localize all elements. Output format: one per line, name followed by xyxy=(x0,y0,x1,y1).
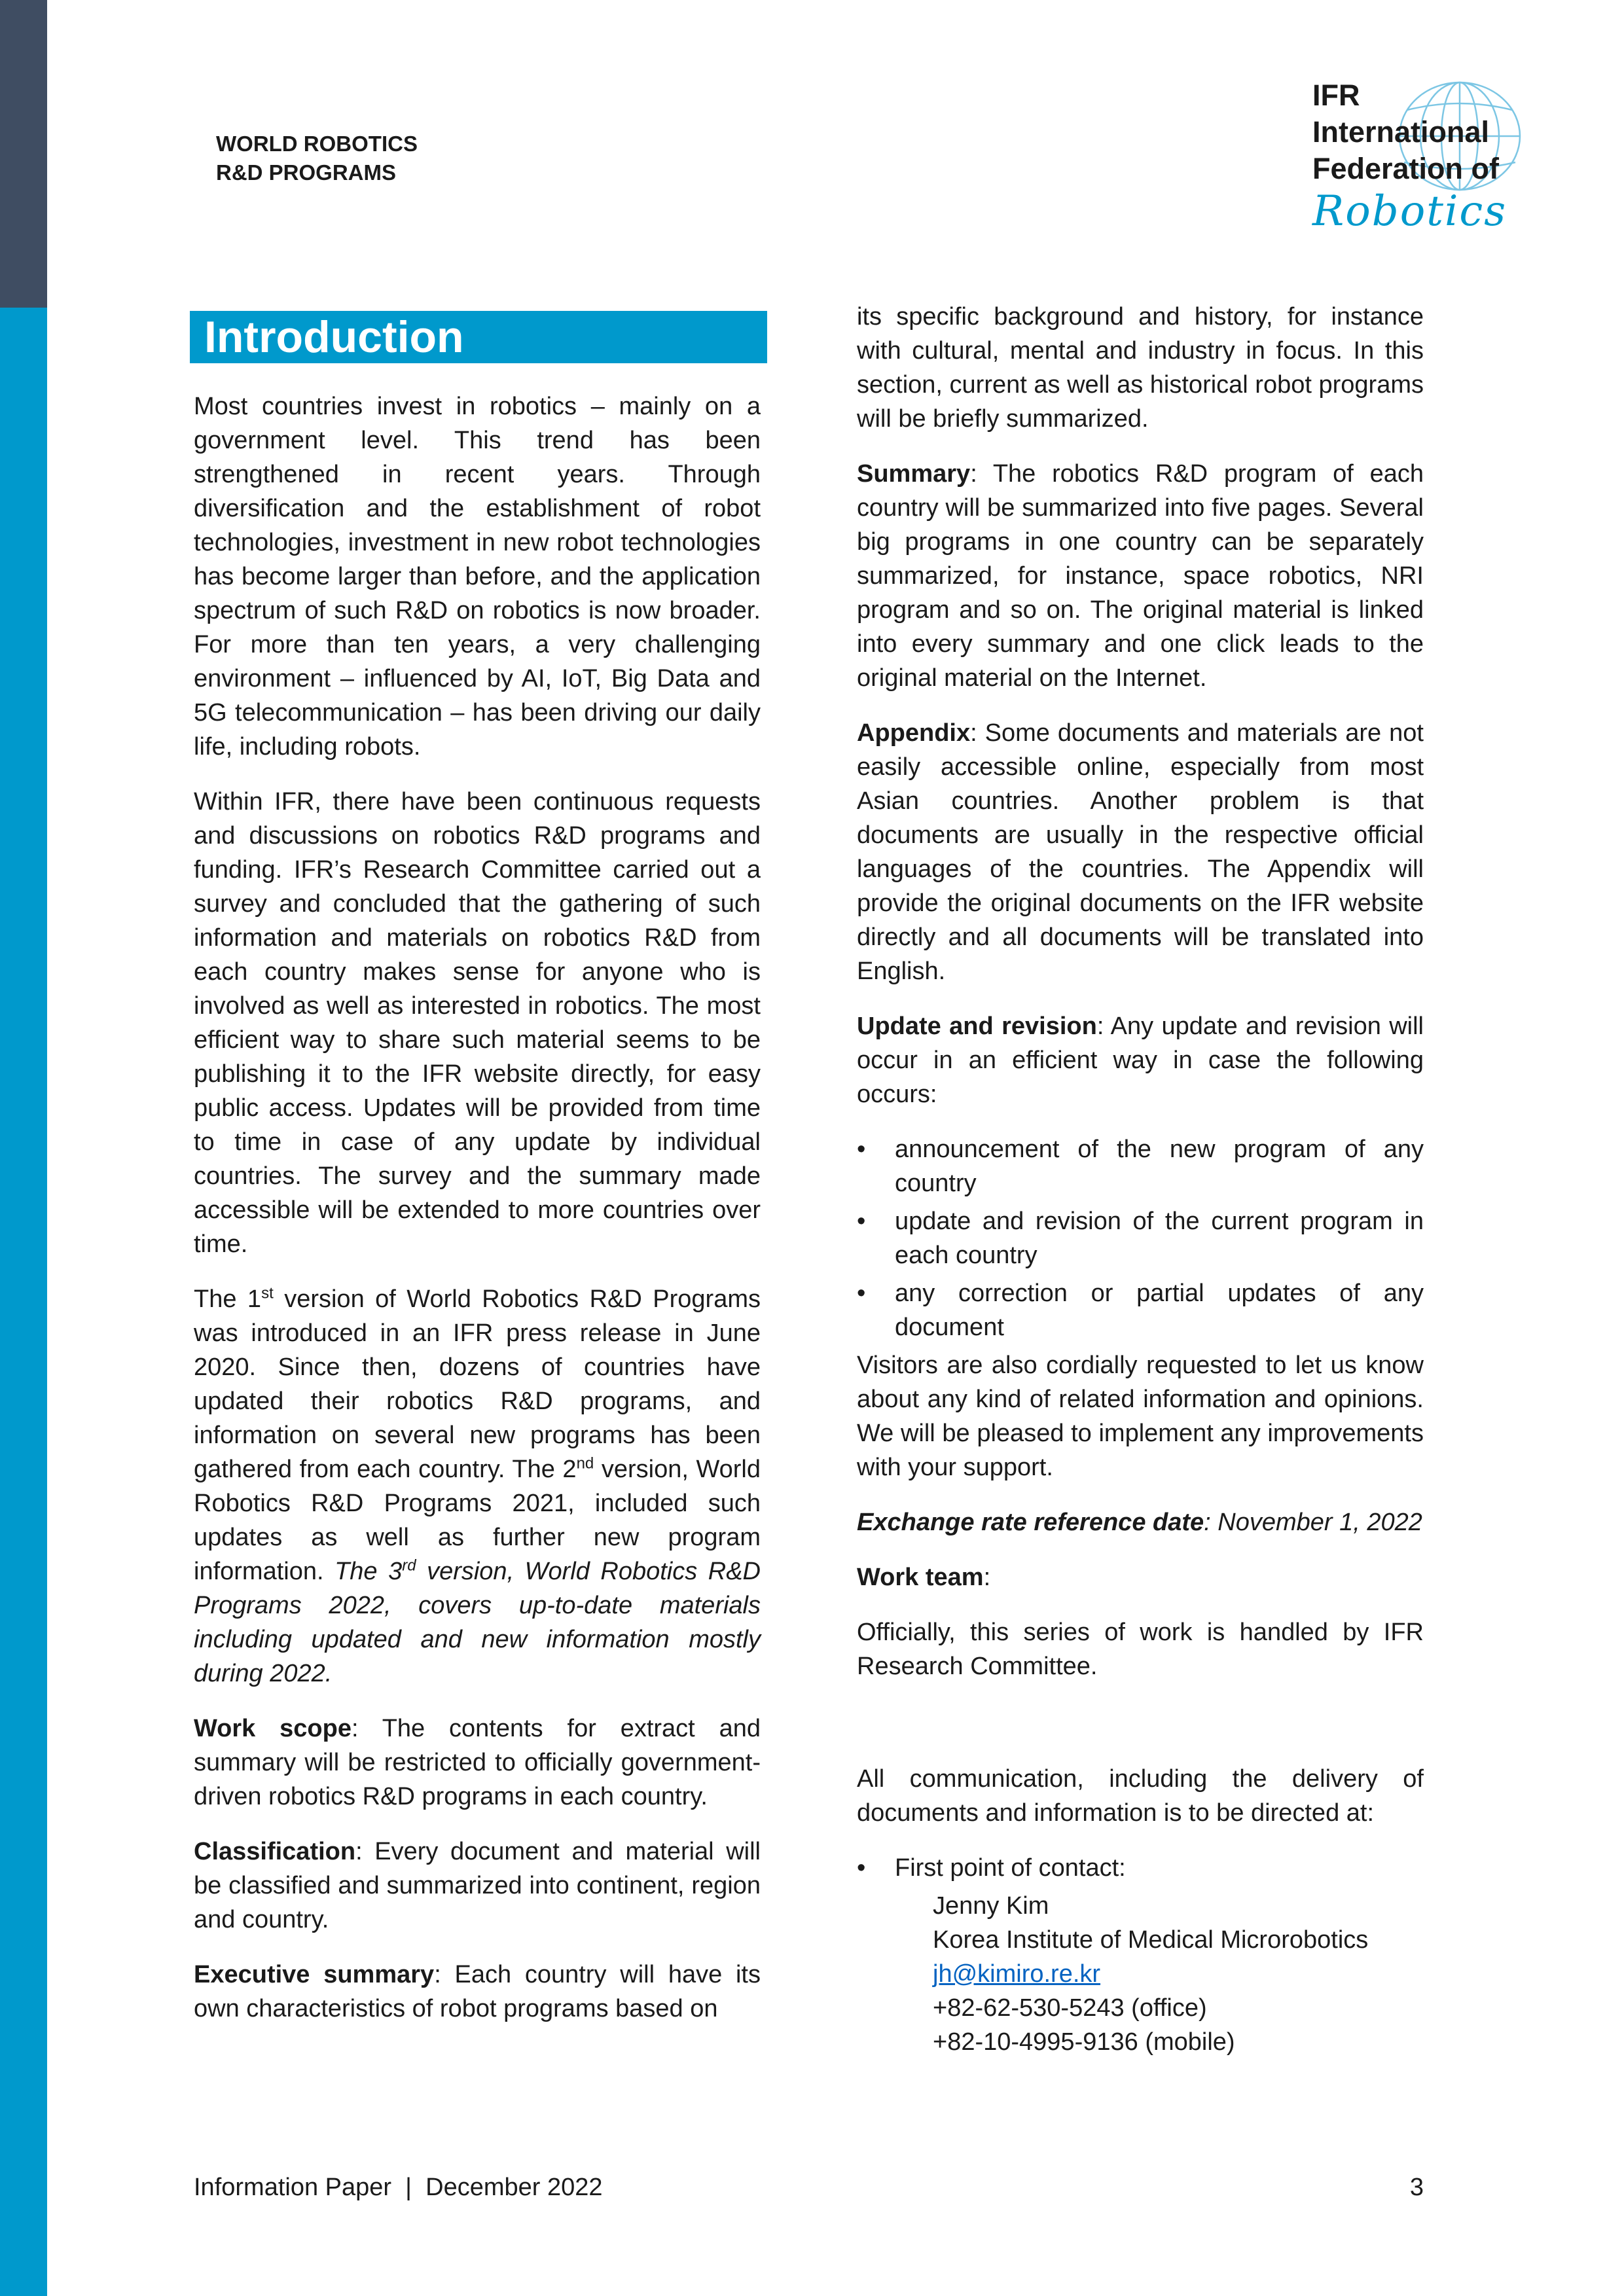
continued-paragraph: its specific background and history, for instance with cultural, mental and industry in focus. In this section, current as well as historical robot programs will be briefly summarized. xyxy=(857,303,1424,433)
update-label: Update and revision xyxy=(857,1013,1097,1040)
right-column xyxy=(857,300,1424,2059)
section-heading: Introduction xyxy=(190,311,767,363)
contact-list xyxy=(857,1851,1424,1885)
list-item: • announcement of the new program of any country xyxy=(857,1132,1424,1200)
page-number: 3 xyxy=(1409,2174,1424,2201)
side-bar-blue xyxy=(0,308,47,2296)
summary-paragraph: Summary: The robotics R&D program of each country will be summarized into five pages. Several big programs in one country can be separately summarized, for instance, space robotics, NRI program and so on. The original material is linked into every summary and one click leads to the original material on the Internet. xyxy=(857,460,1424,692)
work-scope-paragraph: Work scope: The contents for extract and summary will be restricted to officially government-driven robotics R&D programs in each country. xyxy=(194,1715,761,1810)
document-header xyxy=(216,130,418,187)
logo-line-1: IFR xyxy=(1312,79,1360,112)
classification-label: Classification xyxy=(194,1838,356,1865)
visitors-paragraph: Visitors are also cordially requested to let us know about any kind of related information and opinions. We will be pleased to implement any improvements with your support. xyxy=(857,1352,1424,1481)
work-team-paragraph: Work team: xyxy=(857,1564,991,1591)
summary-label: Summary xyxy=(857,460,971,488)
communication-paragraph: All communication, including the delivery of documents and information is to be directed at: xyxy=(857,1765,1424,1827)
list-item: • any correction or partial updates of any document xyxy=(857,1276,1424,1344)
update-conditions-list xyxy=(857,1132,1424,1344)
executive-summary-paragraph: Executive summary: Each country will have its own characteristics of robot programs based on xyxy=(194,1961,761,2022)
logo-script: Robotics xyxy=(1312,187,1507,236)
executive-summary-label: Executive summary xyxy=(194,1961,435,1988)
exchange-rate-label: Exchange rate reference date xyxy=(857,1509,1204,1536)
work-team-label: Work team xyxy=(857,1564,984,1591)
officially-paragraph: Officially, this series of work is handled by IFR Research Committee. xyxy=(857,1619,1424,1680)
contact-email-link[interactable]: jh@kimiro.re.kr xyxy=(933,1960,1101,1988)
contact-organization: Korea Institute of Medical Microrobotics xyxy=(933,1926,1369,1954)
contact-details xyxy=(857,1889,1424,2059)
intro-paragraph-1: Most countries invest in robotics – mainly on a government level. This trend has been strengthened in recent years. Through diversification and the establishment of robot technologies, investment in new robot technologies has become larger than before, and the application spectrum of such R&D on robotics is now broader. For more than ten years, a very challenging environment – influenced by AI, IoT, Big Data and 5G telecommunication – has been driving our daily life, including robots. xyxy=(194,393,761,761)
work-scope-label: Work scope xyxy=(194,1715,352,1742)
contact-name: Jenny Kim xyxy=(933,1892,1049,1920)
update-paragraph: Update and revision: Any update and revision will occur in an efficient way in case the following occurs: xyxy=(857,1013,1424,1108)
logo-line-2: International xyxy=(1312,115,1490,149)
ifr-logo xyxy=(1312,77,1555,241)
intro-paragraph-2: Within IFR, there have been continuous requests and discussions on robotics R&D programs and funding. IFR’s Research Committee carried out a survey and concluded that the gathering of such information and materials on robotics R&D from each country makes sense for anyone who is involved as well as interested in robotics. The most efficient way to share such material seems to be publishing it to the IFR website directly, for easy public access. Updates will be provided from time to time in case of any update by individual countries. The survey and the summary made accessible will be extended to more countries over time. xyxy=(194,788,761,1258)
appendix-label: Appendix xyxy=(857,719,971,747)
footer-info: Information Paper | December 2022 xyxy=(194,2174,603,2201)
exchange-rate-paragraph: Exchange rate reference date: November 1, 2022 xyxy=(857,1509,1422,1536)
list-item: • update and revision of the current program in each country xyxy=(857,1204,1424,1272)
appendix-paragraph: Appendix: Some documents and materials are not easily accessible online, especially from most Asian countries. Another problem is that documents are usually in the respective official languages of the countries. The Appendix will provide the original documents on the IFR website directly and all documents will be translated into English. xyxy=(857,719,1424,985)
header-line-2: R&D PROGRAMS xyxy=(216,160,397,185)
contact-title: • First point of contact: xyxy=(857,1851,1424,1885)
header-line-1: WORLD ROBOTICS xyxy=(216,132,418,156)
logo-line-3: Federation of xyxy=(1312,152,1500,185)
intro-paragraph-3: The 1st version of World Robotics R&D Programs was introduced in an IFR press release in June 2020. Since then, dozens of countries have updated their robotics R&D programs, and information on several new programs has been gathered from each country. The 2nd version, World Robotics R&D Programs 2021, included such updates as well as further new program information. The 3rd version, World Robotics R&D Programs 2022, covers up-to-date materials including updated and new information mostly during 2022. xyxy=(194,1284,761,1687)
contact-phone-office: +82-62-530-5243 (office) xyxy=(933,1994,1207,2022)
contact-phone-mobile: +82-10-4995-9136 (mobile) xyxy=(933,2028,1235,2056)
left-column xyxy=(194,311,761,2047)
side-bar-dark xyxy=(0,0,47,308)
classification-paragraph: Classification: Every document and material will be classified and summarized into continent, region and country. xyxy=(194,1838,761,1933)
